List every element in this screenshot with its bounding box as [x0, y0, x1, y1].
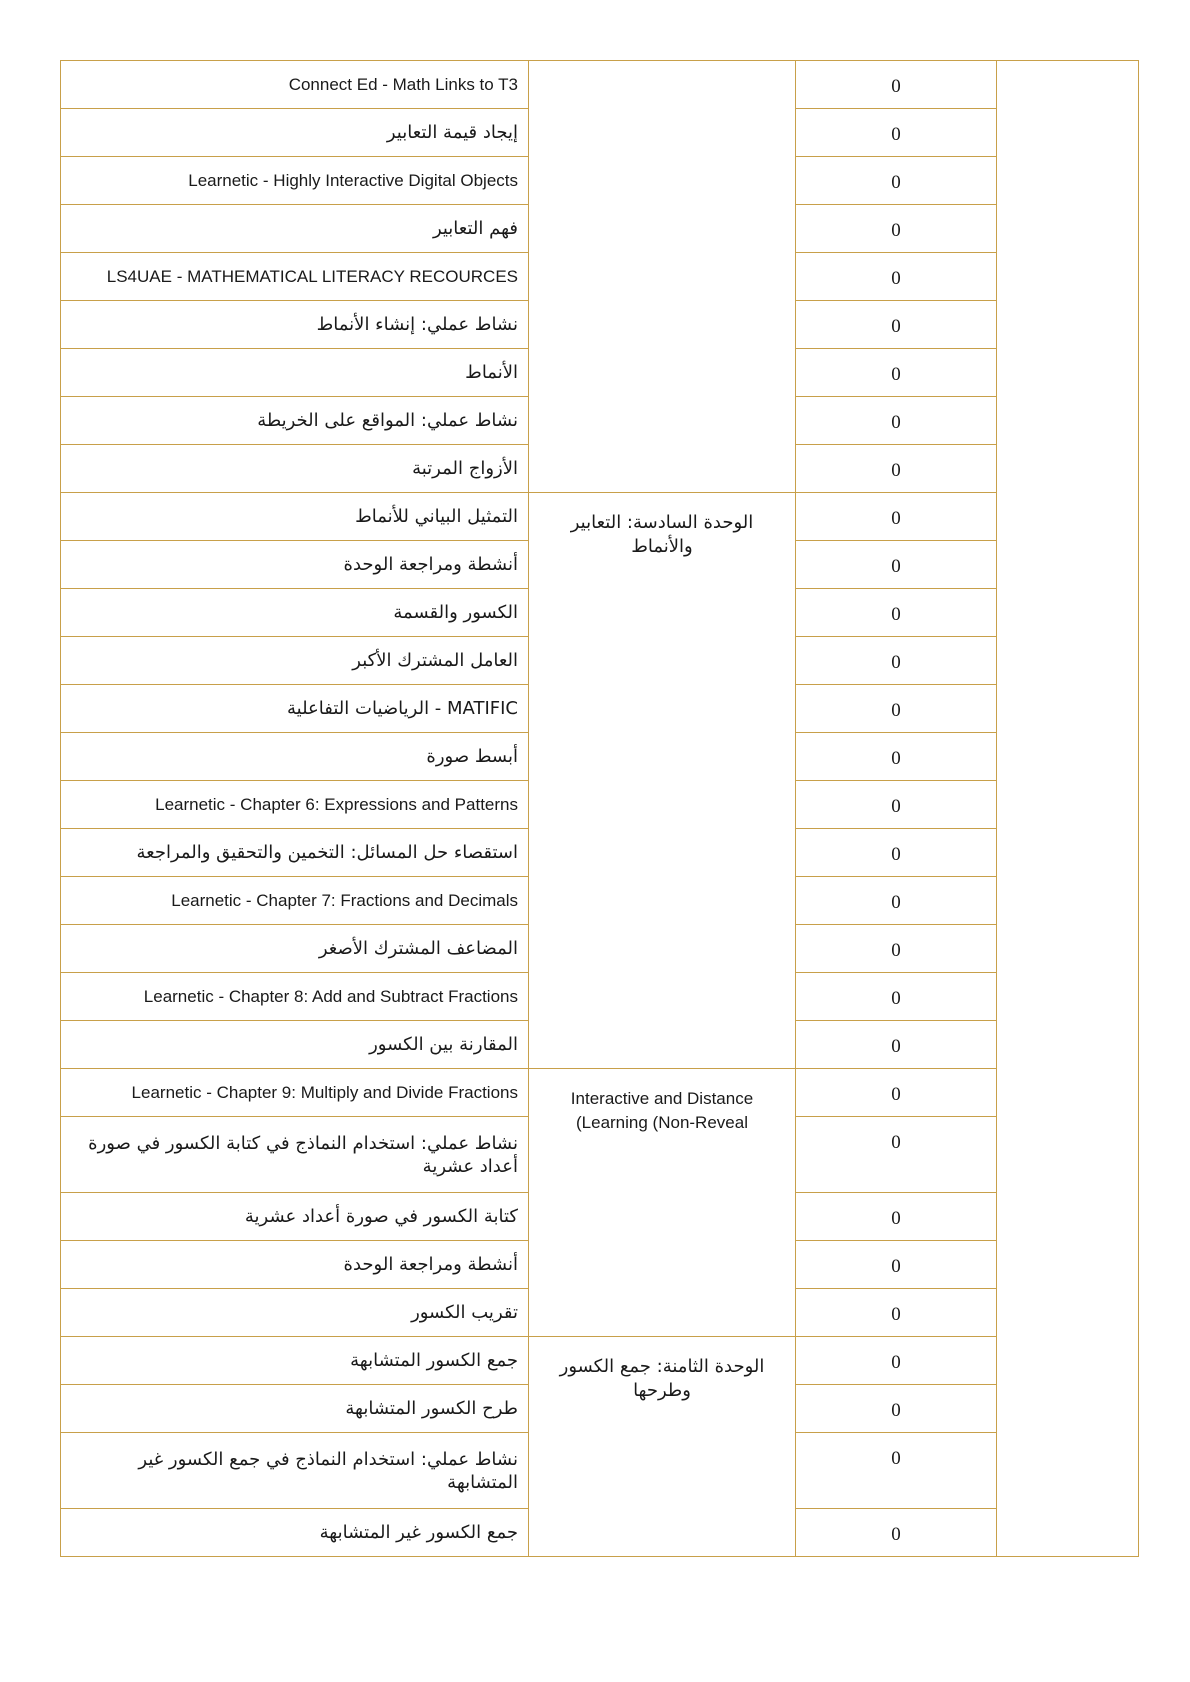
unit-title: الوحدة الثامنة: جمع الكسور وطرحها	[559, 1356, 765, 1401]
unit-title: Interactive and Distance (Learning (Non-Reveal	[570, 1089, 754, 1132]
lesson-title: طرح الكسور المتشابهة	[345, 1398, 518, 1419]
table-row	[61, 1337, 1139, 1385]
lesson-title: المقارنة بين الكسور	[369, 1034, 518, 1055]
score-cell: 0	[796, 877, 997, 925]
unit-cell	[529, 493, 796, 1069]
lesson-title: العامل المشترك الأكبر	[352, 650, 518, 671]
lesson-cell	[61, 829, 529, 877]
lesson-cell	[61, 397, 529, 445]
lesson-title: جمع الكسور غير المتشابهة	[319, 1522, 518, 1543]
score-cell: 0	[796, 589, 997, 637]
score-cell: 0	[796, 541, 997, 589]
lesson-cell	[61, 1509, 529, 1557]
lesson-cell	[61, 877, 529, 925]
score-cell: 0	[796, 973, 997, 1021]
score-cell: 0	[796, 61, 997, 109]
unit-cell	[529, 1069, 796, 1337]
blank-column-cell	[997, 61, 1139, 1557]
lesson-title: الأزواج المرتبة	[412, 458, 518, 479]
score-cell: 0	[796, 1433, 997, 1509]
lesson-cell	[61, 1337, 529, 1385]
lesson-cell	[61, 541, 529, 589]
lesson-cell	[61, 61, 529, 109]
score-cell: 0	[796, 301, 997, 349]
lesson-title: فهم التعابير	[432, 218, 518, 239]
score-cell: 0	[796, 109, 997, 157]
lesson-title: استقصاء حل المسائل: التخمين والتحقيق والمراجعة	[136, 842, 518, 863]
lesson-title: نشاط عملي: استخدام النماذج في جمع الكسور غير المتشابهة	[138, 1448, 518, 1493]
lesson-title: الأنماط	[465, 362, 518, 383]
score-cell: 0	[796, 205, 997, 253]
lesson-title: إيجاد قيمة التعابير	[386, 122, 518, 143]
lesson-cell	[61, 205, 529, 253]
lesson-title: Connect Ed - Math Links to T3	[288, 75, 518, 94]
score-cell: 0	[796, 397, 997, 445]
lesson-title: نشاط عملي: استخدام النماذج في كتابة الكسور في صورة أعداد عشرية	[88, 1132, 518, 1177]
lesson-cell	[61, 685, 529, 733]
lesson-cell	[61, 925, 529, 973]
lesson-cell	[61, 109, 529, 157]
lesson-cell	[61, 1193, 529, 1241]
lesson-cell	[61, 589, 529, 637]
score-cell: 0	[796, 733, 997, 781]
lesson-cell	[61, 1433, 529, 1509]
table-row	[61, 61, 1139, 109]
score-cell: 0	[796, 1021, 997, 1069]
score-cell: 0	[796, 445, 997, 493]
lesson-title: أنشطة ومراجعة الوحدة	[343, 1254, 518, 1275]
lesson-title: نشاط عملي: إنشاء الأنماط	[316, 314, 518, 335]
lesson-cell	[61, 1117, 529, 1193]
score-cell: 0	[796, 1241, 997, 1289]
score-cell: 0	[796, 253, 997, 301]
unit-cell	[529, 1337, 796, 1557]
score-cell: 0	[796, 349, 997, 397]
score-cell: 0	[796, 637, 997, 685]
lesson-cell	[61, 973, 529, 1021]
lesson-title: Learnetic - Chapter 8: Add and Subtract Fractions	[143, 987, 518, 1006]
lesson-cell	[61, 781, 529, 829]
lesson-title: المضاعف المشترك الأصغر	[318, 938, 518, 959]
lesson-cell	[61, 733, 529, 781]
lesson-cell	[61, 301, 529, 349]
lesson-cell	[61, 253, 529, 301]
score-cell: 0	[796, 685, 997, 733]
lesson-cell	[61, 445, 529, 493]
unit-title: الوحدة السادسة: التعابير والأنماط	[570, 512, 754, 557]
score-cell: 0	[796, 1385, 997, 1433]
lesson-cell	[61, 349, 529, 397]
lesson-cell	[61, 1241, 529, 1289]
lesson-title: LS4UAE - MATHEMATICAL LITERACY RECOURCES	[106, 267, 518, 286]
lesson-title: الكسور والقسمة	[393, 602, 518, 623]
lesson-title: Learnetic - Highly Interactive Digital Objects	[188, 171, 518, 190]
lesson-cell	[61, 1289, 529, 1337]
score-cell: 0	[796, 781, 997, 829]
score-cell: 0	[796, 1117, 997, 1193]
lesson-title: أنشطة ومراجعة الوحدة	[343, 554, 518, 575]
lesson-title: جمع الكسور المتشابهة	[350, 1350, 518, 1371]
unit-cell-blank	[529, 61, 796, 493]
score-cell: 0	[796, 1289, 997, 1337]
lesson-title: Learnetic - Chapter 7: Fractions and Decimals	[171, 891, 518, 910]
score-cell: 0	[796, 1069, 997, 1117]
lesson-cell	[61, 1069, 529, 1117]
lesson-cell	[61, 1021, 529, 1069]
lesson-title: التمثيل البياني للأنماط	[355, 506, 518, 527]
score-cell: 0	[796, 493, 997, 541]
score-cell: 0	[796, 925, 997, 973]
lesson-title: كتابة الكسور في صورة أعداد عشرية	[244, 1206, 518, 1227]
lesson-cell	[61, 157, 529, 205]
table-row	[61, 493, 1139, 541]
lesson-title: Learnetic - Chapter 6: Expressions and Patterns	[155, 795, 518, 814]
lesson-title: تقريب الكسور	[411, 1302, 518, 1323]
score-cell: 0	[796, 1337, 997, 1385]
lessons-table	[60, 60, 1139, 1557]
lesson-cell	[61, 1385, 529, 1433]
table-row	[61, 1069, 1139, 1117]
lesson-title: Learnetic - Chapter 9: Multiply and Divide Fractions	[131, 1083, 518, 1102]
lesson-cell	[61, 637, 529, 685]
score-cell: 0	[796, 1193, 997, 1241]
score-cell: 0	[796, 1509, 997, 1557]
score-cell: 0	[796, 157, 997, 205]
lesson-title: أبسط صورة	[426, 746, 518, 767]
lesson-title: نشاط عملي: المواقع على الخريطة	[257, 410, 518, 431]
lesson-cell	[61, 493, 529, 541]
score-cell: 0	[796, 829, 997, 877]
lesson-title: MATIFIC - الرياضيات التفاعلية	[287, 698, 518, 719]
